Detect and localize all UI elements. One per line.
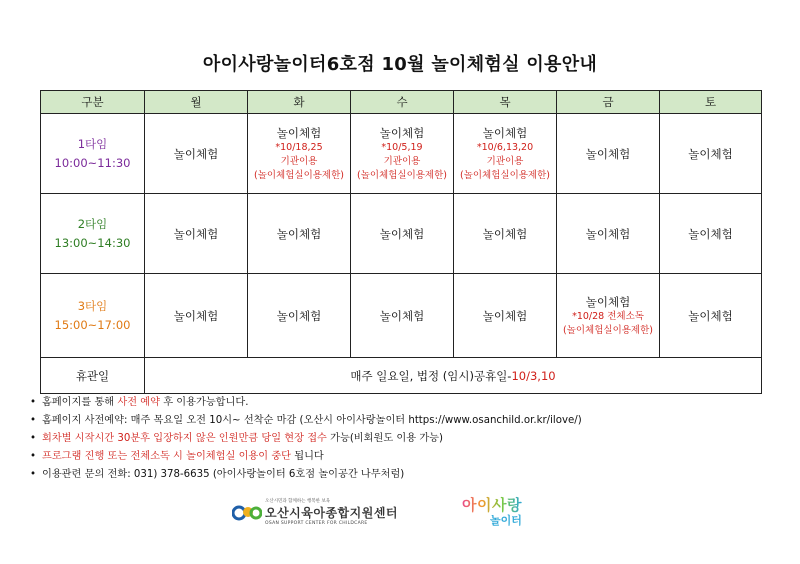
cell-main: 놀이체험 bbox=[276, 125, 322, 140]
cell-note-date: *10/28 전체소독 bbox=[572, 310, 644, 322]
center-logo-icon bbox=[232, 501, 262, 523]
cell-note-restriction: (놀이체험실이용제한) bbox=[253, 169, 344, 181]
slot-name: 2타임 bbox=[77, 216, 108, 231]
header-category: 구분 bbox=[41, 91, 145, 114]
note-text: 홈페이지 사전예약: 매주 목요일 오전 10시~ 선착순 마감 (오산시 아이사랑놀이터 https://www.osanchild.or.kr/ilove/) bbox=[42, 415, 582, 426]
cell-note-restriction: (놀이체험실이용제한) bbox=[562, 324, 653, 336]
note-text: 홈페이지를 통해 bbox=[42, 397, 118, 408]
slot-time: 15:00~17:00 bbox=[54, 317, 131, 332]
note-item bbox=[30, 394, 582, 412]
cell-main: 놀이체험 bbox=[585, 226, 631, 241]
header-day-sat: 토 bbox=[660, 91, 762, 114]
note-item bbox=[30, 466, 582, 484]
page-title: 아이사랑놀이터6호점 10월 놀이체험실 이용안내 bbox=[202, 54, 598, 75]
schedule-cell bbox=[351, 274, 454, 358]
note-item bbox=[30, 412, 582, 430]
slot-time: 10:00~11:30 bbox=[54, 155, 131, 170]
slot-label bbox=[41, 274, 145, 358]
bullet-icon: • bbox=[30, 397, 37, 408]
bullet-icon: • bbox=[30, 415, 37, 426]
header-day-wed: 수 bbox=[351, 91, 454, 114]
table-row bbox=[41, 274, 762, 358]
header-day-thu: 목 bbox=[454, 91, 557, 114]
note-highlight: 사전 예약 bbox=[117, 397, 160, 408]
header-day-tue: 화 bbox=[248, 91, 351, 114]
center-name: 오산시육아종합지원센터 bbox=[265, 506, 399, 520]
schedule-cell bbox=[660, 274, 762, 358]
cell-note-restriction: (놀이체험실이용제한) bbox=[356, 169, 447, 181]
closed-dates: 10/3,10 bbox=[511, 368, 556, 383]
table-row bbox=[41, 194, 762, 274]
schedule-cell bbox=[557, 274, 660, 358]
table-row bbox=[41, 114, 762, 194]
slot-name: 3타임 bbox=[77, 298, 108, 313]
cell-main: 놀이체험 bbox=[688, 146, 733, 161]
slot-label bbox=[41, 194, 145, 274]
brand-bottom-text: 놀이터 bbox=[490, 514, 522, 527]
playground-logo bbox=[462, 494, 562, 526]
brand-top-text: 아이사랑 bbox=[462, 496, 522, 514]
schedule-cell bbox=[145, 274, 248, 358]
center-slogan: 오산시민과 함께하는 행복한 보육 bbox=[265, 499, 331, 504]
schedule-cell bbox=[454, 114, 557, 194]
cell-note-date: *10/6,13,20 bbox=[476, 141, 534, 153]
schedule-cell bbox=[145, 194, 248, 274]
cell-note-usage: 기관이용 bbox=[280, 155, 318, 167]
cell-main: 놀이체험 bbox=[276, 226, 322, 241]
schedule-cell bbox=[248, 194, 351, 274]
note-item bbox=[30, 448, 582, 466]
center-logo bbox=[232, 498, 398, 526]
slot-name: 1타임 bbox=[77, 136, 108, 151]
note-item bbox=[30, 430, 582, 448]
note-text: 후 이용가능합니다. bbox=[159, 397, 249, 408]
cell-main: 놀이체험 bbox=[379, 308, 425, 323]
note-text: 됩니다 bbox=[291, 451, 324, 462]
center-name-en: OSAN SUPPORT CENTER FOR CHILDCARE bbox=[265, 521, 368, 526]
cell-note-date: *10/5,19 bbox=[381, 141, 423, 153]
cell-main: 놀이체험 bbox=[585, 146, 631, 161]
closed-row bbox=[41, 358, 762, 394]
note-text: 이용관련 문의 전화: 031) 378-6635 (아이사랑놀이터 6호점 놀이공간 나무처럼) bbox=[42, 469, 405, 480]
schedule-cell bbox=[557, 194, 660, 274]
cell-main: 놀이체험 bbox=[173, 308, 219, 323]
schedule-cell bbox=[454, 274, 557, 358]
cell-main: 놀이체험 bbox=[173, 226, 219, 241]
cell-main: 놀이체험 bbox=[482, 125, 528, 140]
cell-main: 놀이체험 bbox=[688, 226, 733, 241]
cell-note-restriction: (놀이체험실이용제한) bbox=[459, 169, 550, 181]
header-day-fri: 금 bbox=[557, 91, 660, 114]
cell-note-usage: 기관이용 bbox=[383, 155, 421, 167]
slot-label bbox=[41, 114, 145, 194]
schedule-cell bbox=[351, 114, 454, 194]
schedule-cell bbox=[248, 274, 351, 358]
table-header-row bbox=[41, 91, 762, 114]
cell-main: 놀이체험 bbox=[379, 226, 425, 241]
closed-text: 매주 일요일, 법정 (임시)공휴일- bbox=[350, 368, 512, 383]
note-text: 가능(비회원도 이용 가능) bbox=[326, 433, 443, 444]
cell-main: 놀이체험 bbox=[379, 125, 425, 140]
note-highlight: 프로그램 진행 또는 전체소독 시 놀이체험실 이용이 중단 bbox=[42, 451, 292, 462]
schedule-cell bbox=[454, 194, 557, 274]
cell-main: 놀이체험 bbox=[482, 226, 528, 241]
header-day-mon: 월 bbox=[145, 91, 248, 114]
cell-main: 놀이체험 bbox=[482, 308, 528, 323]
schedule-cell bbox=[557, 114, 660, 194]
schedule-table bbox=[40, 90, 762, 394]
bullet-icon: • bbox=[30, 451, 37, 462]
cell-main: 놀이체험 bbox=[276, 308, 322, 323]
closed-label: 휴관일 bbox=[41, 358, 145, 394]
closed-info bbox=[145, 358, 762, 394]
usage-notes bbox=[30, 394, 582, 484]
schedule-cell bbox=[660, 114, 762, 194]
slot-time: 13:00~14:30 bbox=[54, 235, 131, 250]
schedule-cell bbox=[145, 114, 248, 194]
note-highlight: 회차별 시작시간 30분후 입장하지 않은 인원만큼 당일 현장 접수 bbox=[42, 433, 327, 444]
cell-main: 놀이체험 bbox=[688, 308, 733, 323]
cell-note-usage: 기관이용 bbox=[486, 155, 524, 167]
cell-note-date: *10/18,25 bbox=[275, 141, 323, 153]
cell-main: 놀이체험 bbox=[585, 294, 631, 309]
schedule-cell bbox=[660, 194, 762, 274]
cell-main: 놀이체험 bbox=[173, 146, 219, 161]
bullet-icon: • bbox=[30, 433, 37, 444]
bullet-icon: • bbox=[30, 469, 37, 480]
schedule-cell bbox=[248, 114, 351, 194]
schedule-cell bbox=[351, 194, 454, 274]
center-logo-text bbox=[265, 498, 398, 526]
